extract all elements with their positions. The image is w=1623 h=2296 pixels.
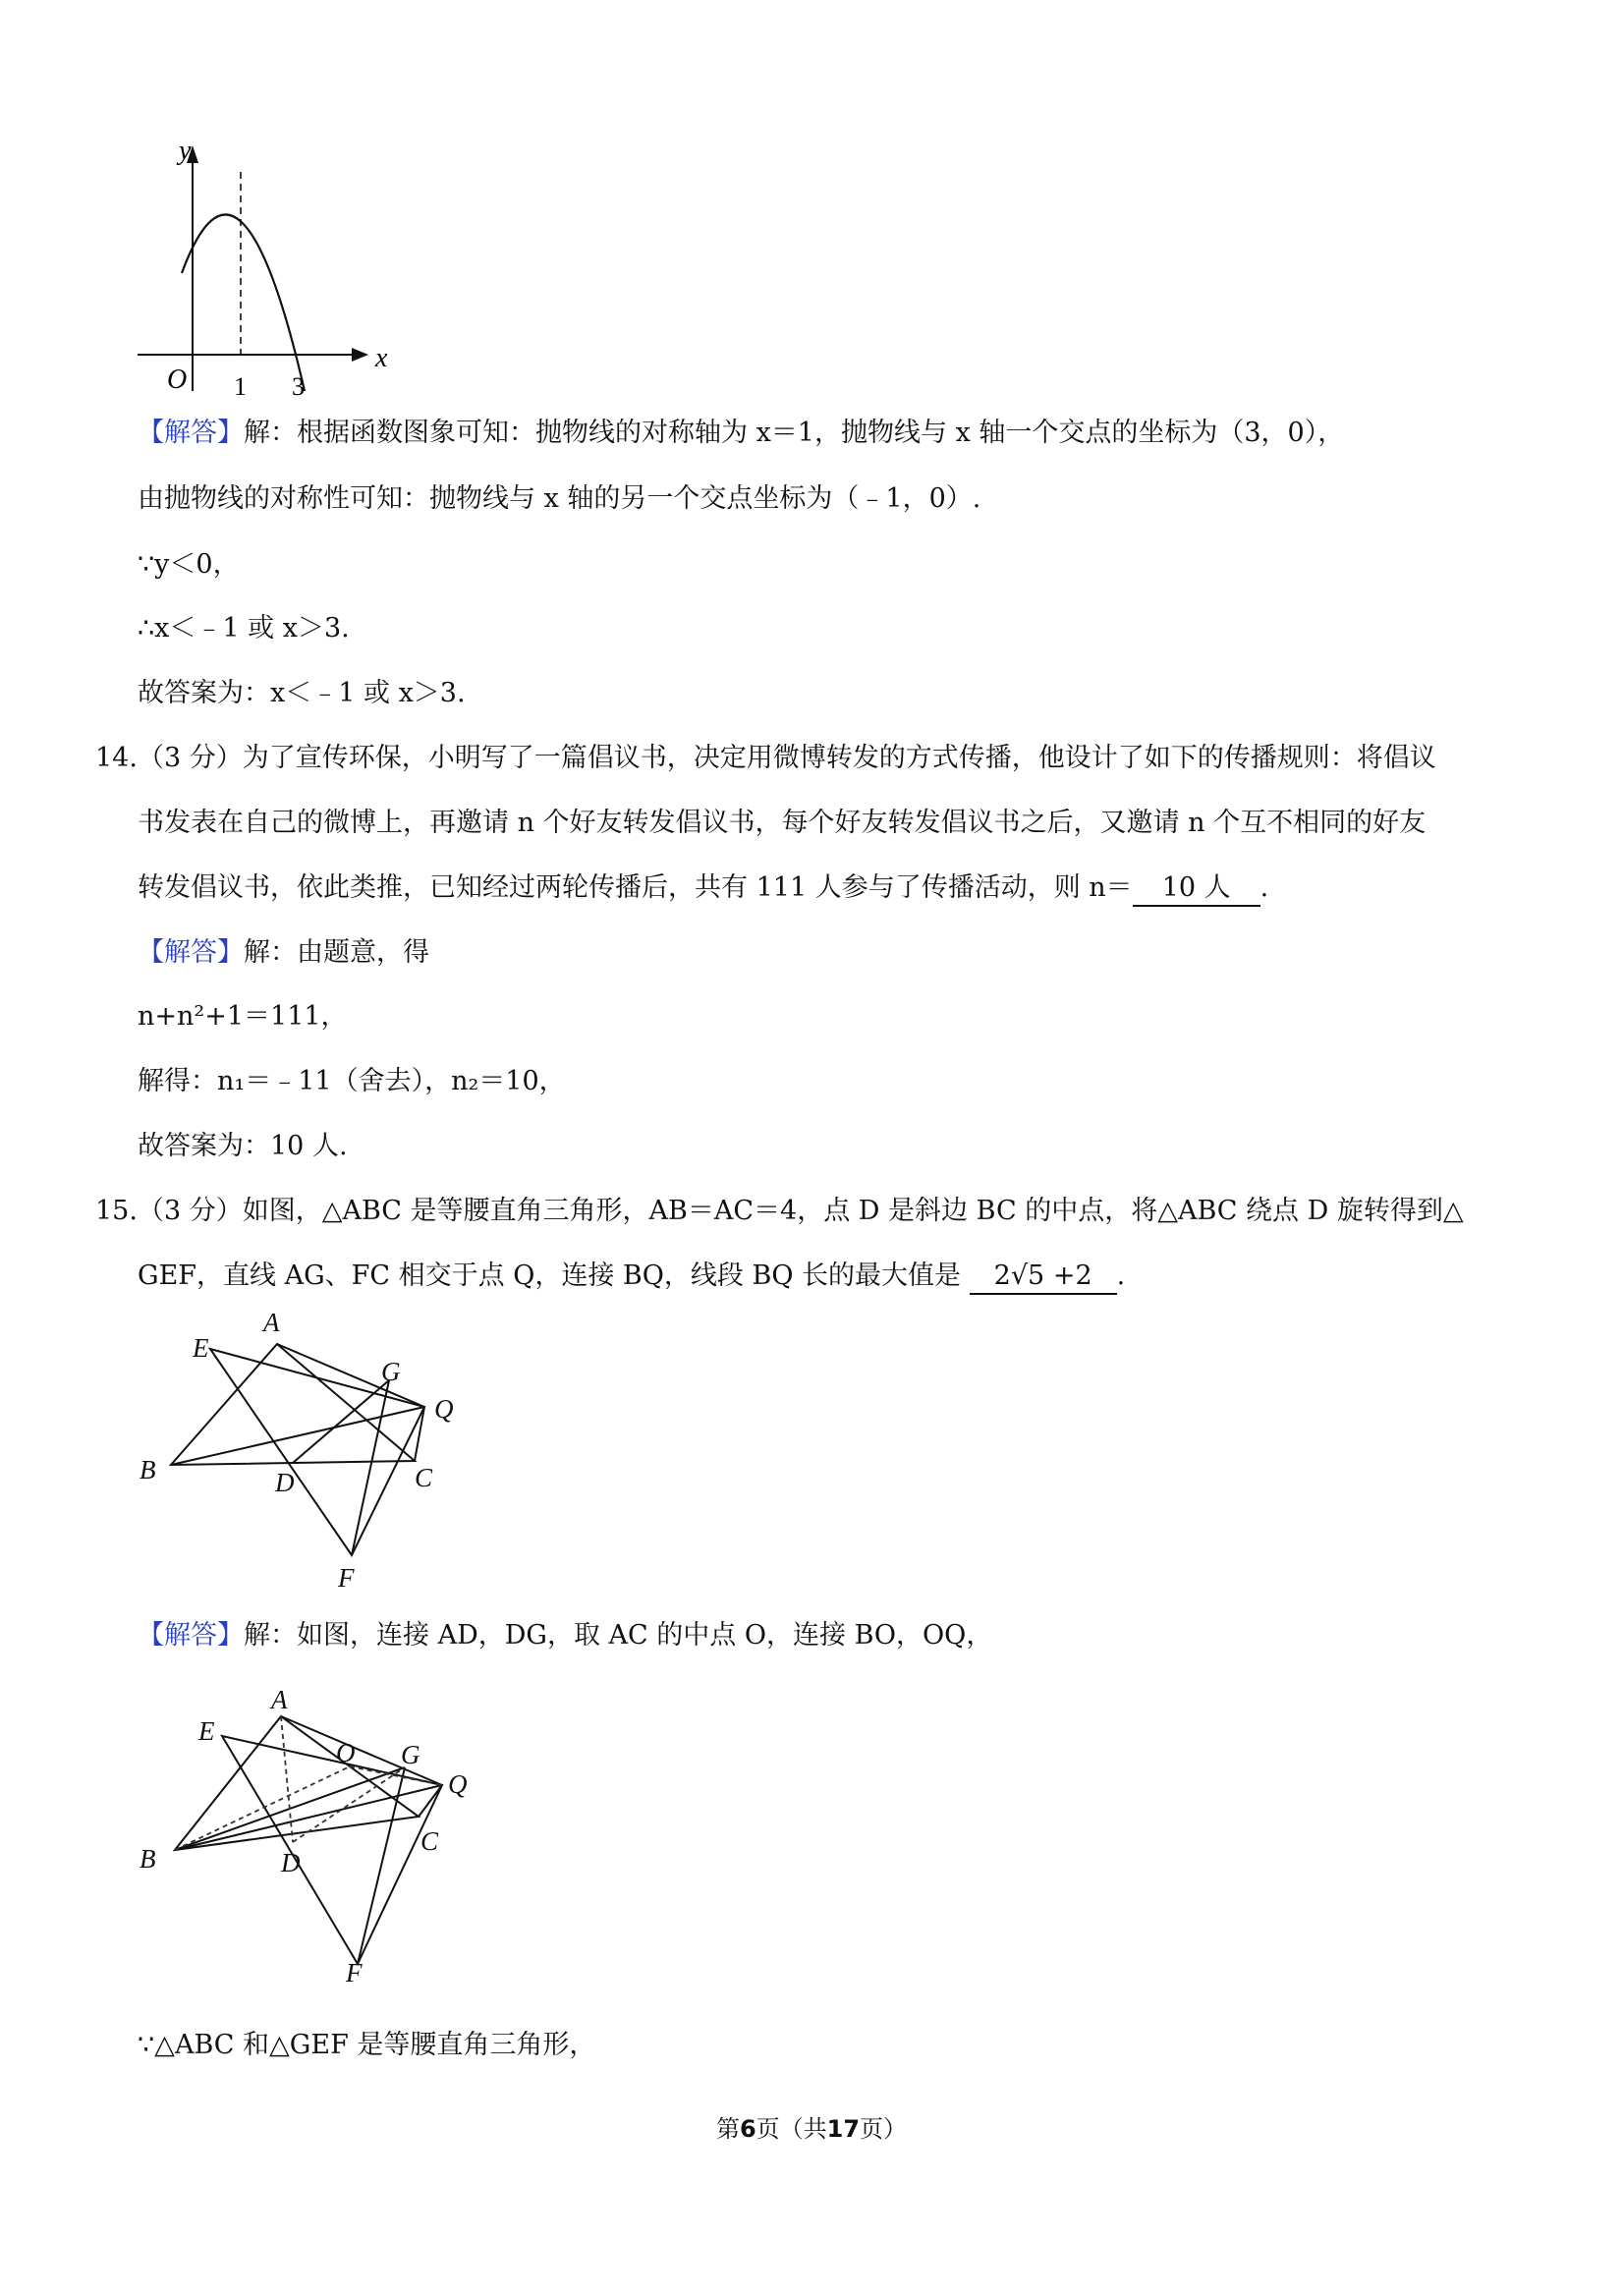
- q14-problem-line-2: 书发表在自己的微博上，再邀请 n 个好友转发倡议书，每个好友转发倡议书之后，又邀请 n 个互不相同的好友: [138, 808, 1427, 838]
- fig1-label-F: F: [338, 1563, 355, 1593]
- fig1-label-E: E: [193, 1333, 209, 1363]
- q13-solution-line-1: 【解答】解：根据函数图象可知：抛物线的对称轴为 x＝1，抛物线与 x 轴一个交点的坐标为（3，0），: [138, 418, 1345, 448]
- total-page-count: 17: [826, 2115, 861, 2143]
- q13-solution-line-3: ∵y＜0，: [138, 549, 240, 580]
- geometry-figure-2: [128, 1685, 481, 1989]
- q14-problem-line-3: 转发倡议书，依此类推，已知经过两轮传播后，共有 111 人参与了传播活动，则 n＝ 10 人 .: [138, 868, 1268, 908]
- q15-solution-line-2: ∵△ABC 和△GEF 是等腰直角三角形，: [138, 2030, 596, 2060]
- fig1-label-G: G: [381, 1357, 401, 1386]
- page-footer: 第6页（共17页）: [715, 2115, 908, 2143]
- q14-problem-line-1: 14.（3 分）为了宣传环保，小明写了一篇倡议书，决定用微博转发的方式传播，他设计了如下的传播规则：将倡议: [95, 743, 1436, 773]
- q14-answer-blank: 10 人: [1133, 871, 1260, 907]
- fig1-label-A: A: [263, 1308, 280, 1337]
- origin-label: O: [167, 364, 188, 395]
- fig2-label-G: G: [401, 1740, 420, 1769]
- fig1-label-B: B: [140, 1455, 156, 1484]
- fig2-label-D: D: [281, 1848, 301, 1877]
- geometry-figure-1: [128, 1302, 481, 1596]
- fig2-label-B: B: [140, 1844, 156, 1874]
- q15-problem-line-1: 15.（3 分）如图，△ABC 是等腰直角三角形，AB＝AC＝4，点 D 是斜边 BC 的中点，将△ABC 绕点 D 旋转得到△: [95, 1196, 1464, 1226]
- fig2-label-A: A: [271, 1685, 288, 1714]
- q15-solution-line-1: 【解答】解：如图，连接 AD，DG，取 AC 的中点 O，连接 BO，OQ，: [138, 1620, 993, 1651]
- y-axis-label: y: [179, 138, 192, 166]
- parabola-graph: [128, 138, 403, 403]
- q14-solution-line-2: n+n²+1＝111，: [138, 1001, 348, 1032]
- fig2-label-Q: Q: [448, 1769, 468, 1799]
- fig2-label-O: O: [336, 1738, 356, 1767]
- q15-problem-line-2: GEF，直线 AG、FC 相交于点 Q，连接 BQ，线段 BQ 长的最大值是 2√5 +2 .: [138, 1257, 1125, 1296]
- q15-answer-blank: 2√5 +2: [970, 1260, 1117, 1295]
- q13-solution-line-4: ∴x＜﹣1 或 x＞3.: [138, 613, 350, 644]
- fig1-label-Q: Q: [434, 1394, 454, 1424]
- q14-solution-line-4: 故答案为：10 人.: [138, 1131, 348, 1161]
- current-page-number: 6: [739, 2115, 756, 2143]
- fig2-label-F: F: [346, 1958, 363, 1988]
- q13-solution-line-2: 由抛物线的对称性可知：抛物线与 x 轴的另一个交点坐标为（﹣1，0）.: [138, 483, 981, 514]
- tick-1: 1: [234, 372, 247, 401]
- fig1-label-D: D: [275, 1468, 295, 1497]
- x-axis-label: x: [375, 343, 388, 373]
- fig2-label-E: E: [198, 1716, 215, 1746]
- fig1-label-C: C: [415, 1463, 433, 1492]
- q14-solution-line-3: 解得：n₁＝﹣11（舍去），n₂＝10，: [138, 1066, 566, 1096]
- fig2-label-C: C: [420, 1826, 439, 1856]
- tick-3: 3: [292, 372, 305, 401]
- q13-solution-line-5: 故答案为：x＜﹣1 或 x＞3.: [138, 678, 466, 708]
- q14-solution-line-1: 【解答】解：由题意，得: [138, 937, 429, 968]
